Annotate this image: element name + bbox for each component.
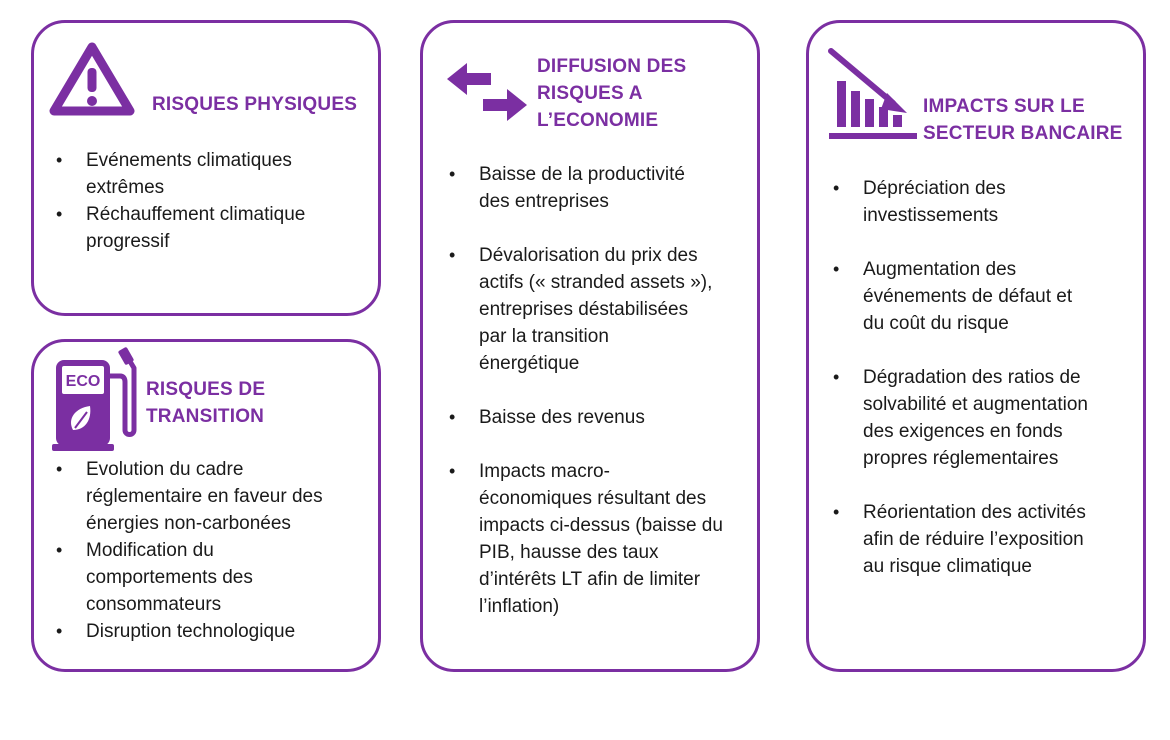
list-line: impacts ci-dessus (baisse du: [479, 515, 723, 536]
list-line: énergétique: [479, 353, 580, 374]
list-line: économiques résultant des: [479, 488, 707, 509]
list-item: [833, 499, 1088, 580]
title-line: SECTEUR BANCAIRE: [923, 123, 1123, 144]
list-line: investissements: [863, 205, 999, 226]
list-line: • Réorientation des activités: [863, 502, 1086, 523]
declining-bar-chart-icon: [827, 47, 919, 141]
warning-triangle-icon: [48, 41, 136, 119]
list-line: énergies non-carbonées: [86, 513, 291, 534]
list-line: au risque climatique: [863, 556, 1032, 577]
physical-risks-title: [152, 91, 357, 118]
banking-impacts-list: [833, 175, 1088, 607]
title-line: RISQUES A: [537, 83, 643, 104]
eco-label: ECO: [65, 373, 101, 390]
list-item: [449, 404, 723, 431]
list-line: extrêmes: [86, 177, 165, 198]
title-line: RISQUES PHYSIQUES: [152, 94, 358, 115]
list-line: solvabilité et augmentation: [863, 394, 1088, 415]
list-item: [56, 456, 323, 537]
list-item: [56, 147, 305, 201]
list-line: des entreprises: [479, 191, 609, 212]
title-line: RISQUES DE: [146, 379, 266, 400]
list-item: [833, 256, 1088, 337]
list-line: • Modification du: [86, 540, 214, 561]
list-line: • Evolution du cadre: [86, 459, 244, 480]
list-line: • Disruption technologique: [86, 621, 296, 642]
title-line: DIFFUSION DES: [537, 56, 687, 77]
risk-diffusion-list: [449, 161, 723, 647]
card-risk-diffusion: [420, 20, 760, 672]
risk-diffusion-title: [537, 53, 686, 134]
list-item: [56, 201, 305, 255]
list-item: [56, 618, 323, 645]
list-line: • Baisse des revenus: [479, 407, 645, 428]
list-line: réglementaire en faveur des: [86, 486, 323, 507]
list-line: d’intérêts LT afin de limiter: [479, 569, 701, 590]
list-line: actifs (« stranded assets »),: [479, 272, 713, 293]
title-line: L’ECONOMIE: [537, 110, 659, 131]
list-item: [449, 242, 723, 377]
eco-fuel-pump-icon: [50, 346, 140, 452]
list-line: • Augmentation des: [863, 259, 1017, 280]
card-physical-risks: [31, 20, 381, 316]
list-line: entreprises déstabilisées: [479, 299, 689, 320]
list-line: afin de réduire l’exposition: [863, 529, 1084, 550]
card-banking-impacts: [806, 20, 1146, 672]
card-transition-risks: [31, 339, 381, 672]
list-line: consommateurs: [86, 594, 222, 615]
title-line: IMPACTS SUR LE: [923, 96, 1085, 117]
list-line: • Baisse de la productivité: [479, 164, 685, 185]
list-line: PIB, hausse des taux: [479, 542, 659, 563]
list-item: [833, 364, 1088, 472]
title-line: TRANSITION: [146, 406, 265, 427]
list-line: l’inflation): [479, 596, 560, 617]
list-line: des exigences en fonds: [863, 421, 1063, 442]
list-item: [449, 458, 723, 620]
transition-risks-list: [56, 456, 323, 645]
banking-impacts-title: [923, 93, 1123, 147]
list-line: propres réglementaires: [863, 448, 1059, 469]
list-line: • Impacts macro-: [479, 461, 610, 482]
list-item: [449, 161, 723, 215]
list-line: du coût du risque: [863, 313, 1009, 334]
list-line: par la transition: [479, 326, 609, 347]
list-line: • Dépréciation des: [863, 178, 1006, 199]
list-line: • Dévalorisation du prix des: [479, 245, 698, 266]
list-line: comportements des: [86, 567, 253, 588]
list-line: • Réchauffement climatique: [86, 204, 306, 225]
list-item: [56, 537, 323, 618]
transition-risks-title: [146, 376, 265, 430]
bidirectional-arrows-icon: [445, 61, 529, 123]
list-item: [833, 175, 1088, 229]
list-line: • Evénements climatiques: [86, 150, 292, 171]
list-line: événements de défaut et: [863, 286, 1073, 307]
list-line: • Dégradation des ratios de: [863, 367, 1081, 388]
physical-risks-list: [56, 147, 305, 255]
list-line: progressif: [86, 231, 170, 252]
